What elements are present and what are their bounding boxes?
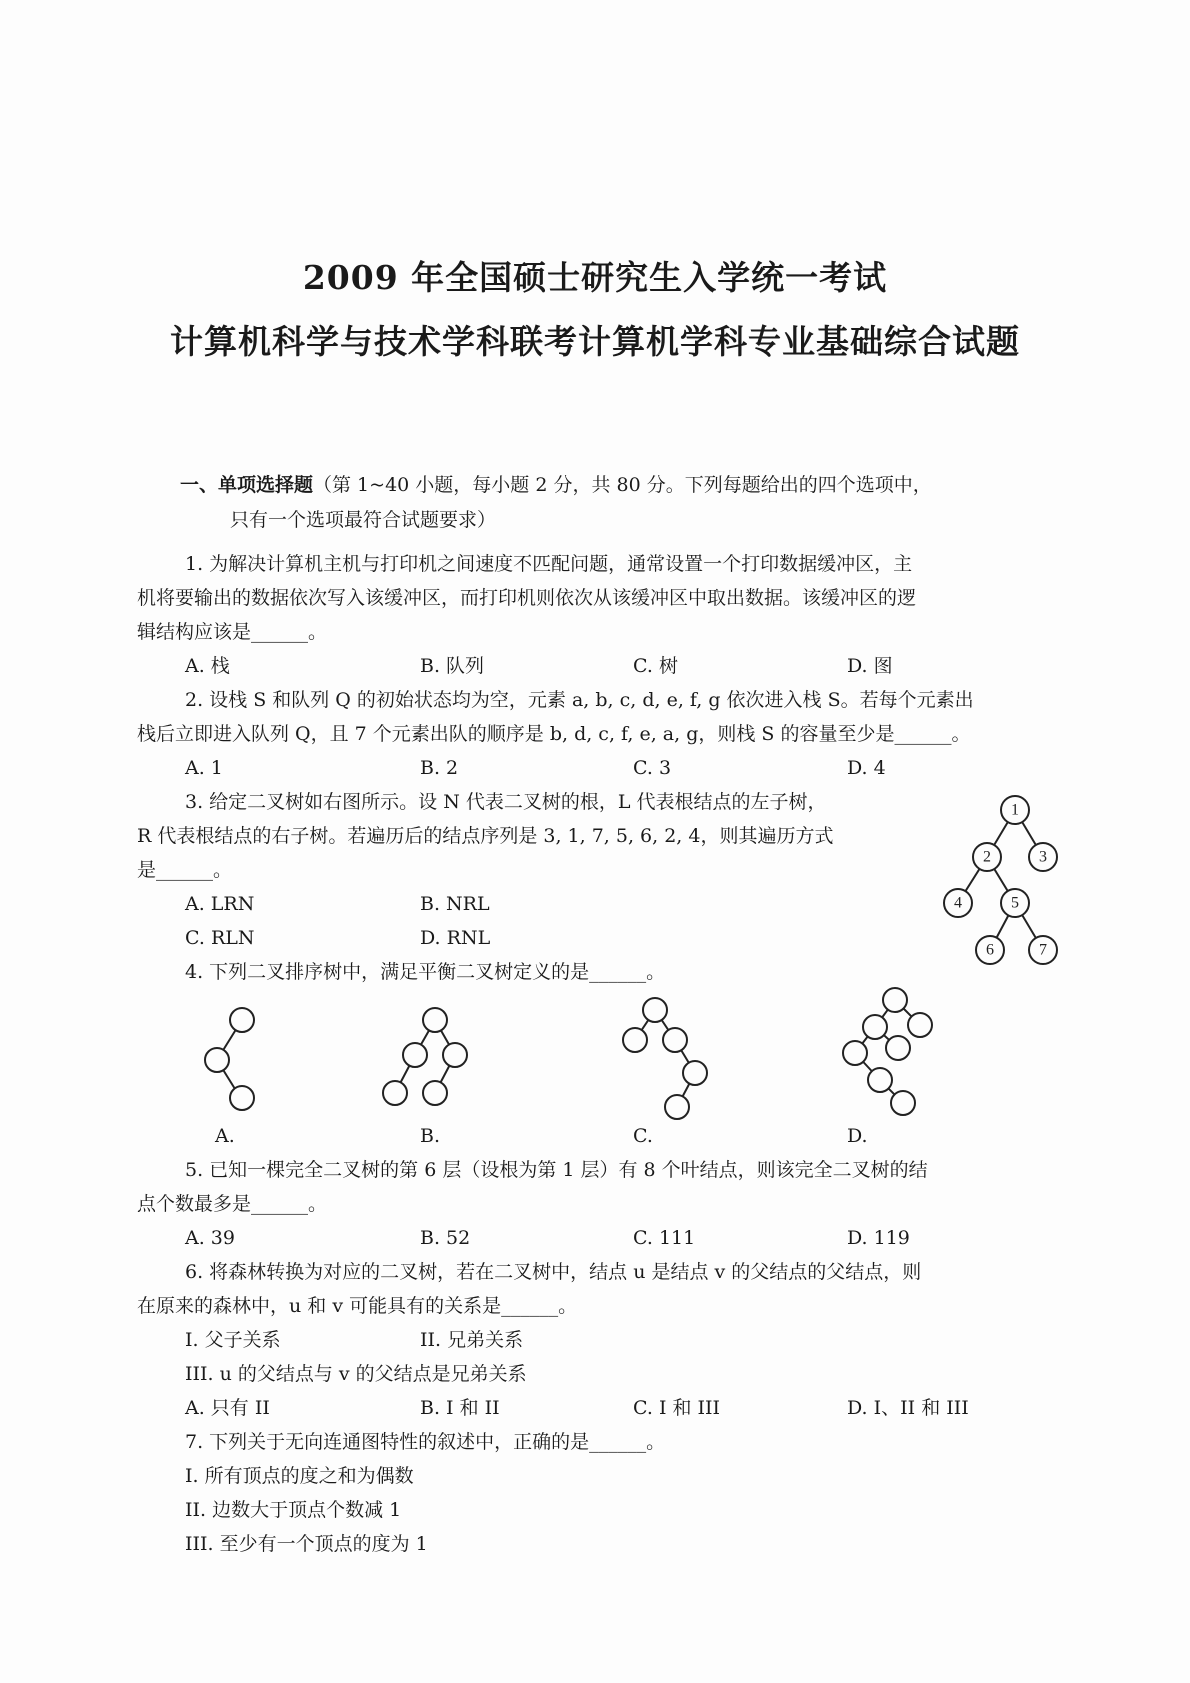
svg-text:2: 2 [983, 848, 991, 866]
svg-text:3: 3 [1039, 848, 1047, 866]
tree-node [383, 1081, 407, 1105]
tree-node [908, 1013, 932, 1037]
question-text: 在原来的森林中，u 和 v 可能具有的关系是______。 [137, 1295, 578, 1317]
question-text: 点个数最多是______。 [137, 1193, 328, 1215]
tree-node [863, 1015, 887, 1039]
option-d: D. 119 [847, 1227, 910, 1249]
statement-iii: III. u 的父结点与 v 的父结点是兄弟关系 [185, 1363, 527, 1385]
tree-node [973, 843, 1001, 871]
tree-node [423, 1081, 447, 1105]
tree-node [1029, 936, 1057, 964]
option-d: D. I、II 和 III [847, 1397, 969, 1419]
tree-node [205, 1048, 229, 1072]
question-text: 是______。 [137, 859, 233, 881]
section-title: 一、单项选择题 [180, 474, 314, 496]
option-b: B. 队列 [420, 655, 485, 677]
tree-node [230, 1086, 254, 1110]
svg-text:1: 1 [1011, 801, 1019, 819]
svg-text:5: 5 [1011, 894, 1019, 912]
section-instructions-1: （第 1~40 小题，每小题 2 分，共 80 分。下列每题给出的四个选项中， [313, 474, 932, 496]
tree-option-d [840, 985, 950, 1125]
question-text: 1. 为解决计算机主机与打印机之间速度不匹配问题，通常设置一个打印数据缓冲区，主 [185, 553, 913, 575]
option-d: D. 图 [847, 655, 893, 677]
statement-ii: II. 兄弟关系 [420, 1329, 524, 1351]
tree-node [843, 1041, 867, 1065]
option-a: A. LRN [185, 893, 255, 915]
option-b: B. 52 [420, 1227, 471, 1249]
tree-node [886, 1036, 910, 1060]
tree-node [944, 889, 972, 917]
question-text: 2. 设栈 S 和队列 Q 的初始状态均为空，元素 a, b, c, d, e, f, g 依次进入栈 S。若每个元素出 [185, 689, 974, 711]
tree-node [665, 1095, 689, 1119]
statement-i: I. 所有顶点的度之和为偶数 [185, 1465, 414, 1487]
tree-option-c [615, 995, 725, 1125]
option-d: D. 4 [847, 757, 886, 779]
question-text: 3. 给定二叉树如右图所示。设 N 代表二叉树的根，L 代表根结点的左子树， [185, 791, 827, 813]
tree-node [883, 988, 907, 1012]
option-c: C. I 和 III [633, 1397, 721, 1419]
question-text: 5. 已知一棵完全二叉树的第 6 层（设根为第 1 层）有 8 个叶结点，则该完全二叉树的结 [185, 1159, 928, 1181]
svg-text:7: 7 [1039, 941, 1047, 959]
option-c: C. 树 [633, 655, 678, 677]
tree-node [423, 1008, 447, 1032]
option-c: C. [633, 1125, 653, 1147]
tree-node [643, 998, 667, 1022]
option-b: B. 2 [420, 757, 459, 779]
statement-i: I. 父子关系 [185, 1329, 281, 1351]
tree-option-b [380, 1005, 490, 1120]
tree-node [868, 1068, 892, 1092]
tree-node [1001, 796, 1029, 824]
option-d: D. RNL [420, 927, 491, 949]
question-text: 机将要输出的数据依次写入该缓冲区，而打印机则依次从该缓冲区中取出数据。该缓冲区的逻 [137, 587, 917, 609]
option-a: A. 39 [185, 1227, 235, 1249]
question-text: R 代表根结点的右子树。若遍历后的结点序列是 3, 1, 7, 5, 6, 2, 4，则其遍历方式 [137, 825, 834, 847]
svg-text:4: 4 [954, 894, 962, 912]
exam-title-line1: 2009 年全国硕士研究生入学统一考试 [302, 258, 888, 297]
statement-ii: II. 边数大于顶点个数减 1 [185, 1499, 402, 1521]
option-a: A. 只有 II [185, 1397, 270, 1419]
option-b: B. I 和 II [420, 1397, 500, 1419]
question-text: 7. 下列关于无向连通图特性的叙述中，正确的是______。 [185, 1431, 666, 1453]
question-text: 辑结构应该是______。 [137, 621, 328, 643]
option-c: C. RLN [185, 927, 255, 949]
question-text: 4. 下列二叉排序树中，满足平衡二叉树定义的是______。 [185, 961, 666, 983]
tree-node [976, 936, 1004, 964]
tree-node [623, 1028, 647, 1052]
tree-node [683, 1061, 707, 1085]
option-a: A. 1 [185, 757, 223, 779]
option-b: B. NRL [420, 893, 490, 915]
option-a: A. 栈 [185, 655, 230, 677]
question-text: 栈后立即进入队列 Q，且 7 个元素出队的顺序是 b, d, c, f, e, a, g，则栈 S 的容量至少是______。 [137, 723, 971, 745]
tree-node [663, 1028, 687, 1052]
option-c: C. 3 [633, 757, 672, 779]
question-text: 6. 将森林转换为对应的二叉树，若在二叉树中，结点 u 是结点 v 的父结点的父结点，则 [185, 1261, 922, 1283]
section-instructions-2: 只有一个选项最符合试题要求） [230, 509, 497, 531]
svg-text:6: 6 [986, 941, 994, 959]
tree-node [1001, 889, 1029, 917]
binary-tree-figure [930, 795, 1070, 975]
tree-option-a [195, 1005, 275, 1115]
option-b: B. [420, 1125, 441, 1147]
option-a: A. [215, 1125, 235, 1147]
option-c: C. 111 [633, 1227, 696, 1249]
tree-node [230, 1008, 254, 1032]
tree-node [443, 1043, 467, 1067]
tree-node [1029, 843, 1057, 871]
option-d: D. [847, 1125, 868, 1147]
exam-title-line2: 计算机科学与技术学科联考计算机学科专业基础综合试题 [170, 322, 1020, 361]
tree-node [403, 1043, 427, 1067]
section-heading [180, 470, 932, 497]
statement-iii: III. 至少有一个顶点的度为 1 [185, 1533, 428, 1555]
tree-node [891, 1091, 915, 1115]
